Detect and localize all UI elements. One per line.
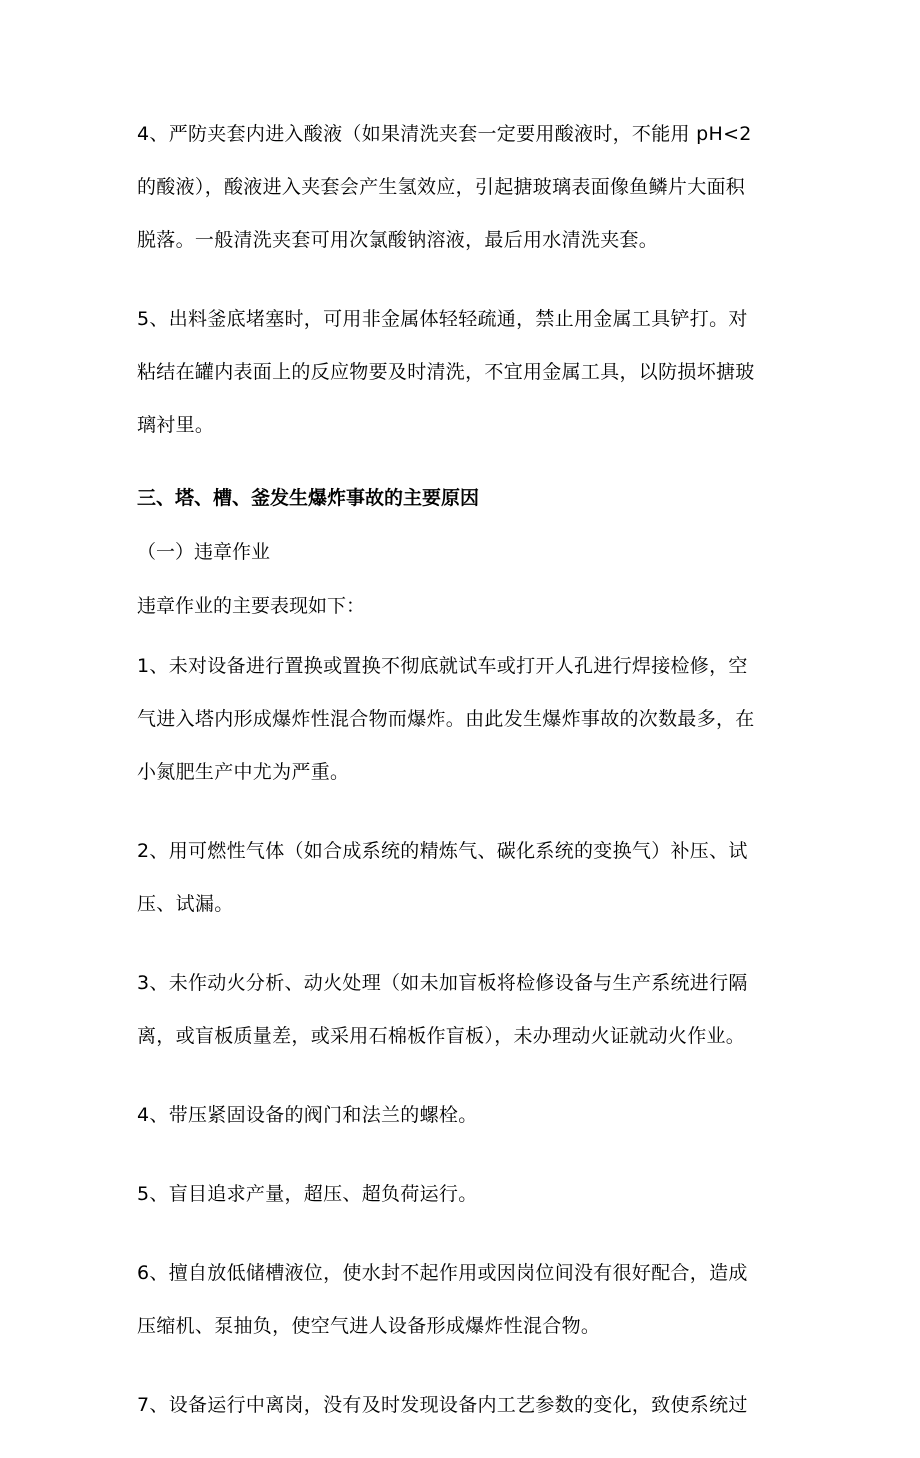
- paragraph-line: 粘结在罐内表面上的反应物要及时清洗，不宜用金属工具，以防损坏搪玻: [137, 361, 755, 383]
- paragraph: [137, 957, 787, 1063]
- paragraph-line: 2、用可燃性气体（如合成系统的精炼气、碳化系统的变换气）补压、试: [137, 840, 748, 862]
- paragraph-line: 5、盲目追求产量，超压、超负荷运行。: [137, 1183, 478, 1205]
- paragraph: [137, 640, 787, 799]
- paragraph-line: 7、设备运行中离岗，没有及时发现设备内工艺参数的变化，致使系统过: [137, 1394, 748, 1416]
- paragraph-line: 离，或盲板质量差，或采用石棉板作盲板），未办理动火证就动火作业。: [137, 1025, 746, 1047]
- section-heading: 三、塔、槽、釜发生爆炸事故的主要原因: [137, 487, 480, 509]
- paragraph-line: 3、未作动火分析、动火处理（如未加盲板将检修设备与生产系统进行隔: [137, 972, 748, 994]
- paragraph: [137, 1089, 787, 1142]
- paragraph-line: 压、试漏。: [137, 893, 234, 915]
- paragraph: [137, 293, 787, 452]
- subsection-heading: （一）违章作业: [137, 541, 271, 563]
- paragraph-line: 的酸液），酸液进入夹套会产生氢效应，引起搪玻璃表面像鱼鳞片大面积: [137, 176, 746, 198]
- paragraph-line: 4、严防夹套内进入酸液（如果清洗夹套一定要用酸液时，不能用 pH<2: [137, 123, 752, 145]
- paragraph-line: 小氮肥生产中尤为严重。: [137, 761, 350, 783]
- paragraph: [137, 1168, 787, 1221]
- paragraph-line: 5、出料釜底堵塞时，可用非金属体轻轻疏通，禁止用金属工具铲打。对: [137, 308, 748, 330]
- paragraph: [137, 108, 787, 267]
- paragraph-line: 脱落。一般清洗夹套可用次氯酸钠溶液，最后用水清洗夹套。: [137, 229, 659, 251]
- paragraph-line: 4、带压紧固设备的阀门和法兰的螺栓。: [137, 1104, 478, 1126]
- paragraph-line: 1、未对设备进行置换或置换不彻底就试车或打开人孔进行焊接检修，空: [137, 655, 748, 677]
- paragraph-line: 6、擅自放低储槽液位，使水封不起作用或因岗位间没有很好配合，造成: [137, 1262, 748, 1284]
- paragraph: [137, 825, 787, 931]
- intro-line: 违章作业的主要表现如下：: [137, 595, 366, 617]
- document-body: [137, 108, 787, 1458]
- paragraph: [137, 1247, 787, 1353]
- paragraph-line: 璃衬里。: [137, 414, 215, 436]
- paragraph-line: 压缩机、泵抽负，使空气进人设备形成爆炸性混合物。: [137, 1315, 601, 1337]
- paragraph: [137, 1379, 787, 1432]
- paragraph-line: 气进入塔内形成爆炸性混合物而爆炸。由此发生爆炸事故的次数最多，在: [137, 708, 755, 730]
